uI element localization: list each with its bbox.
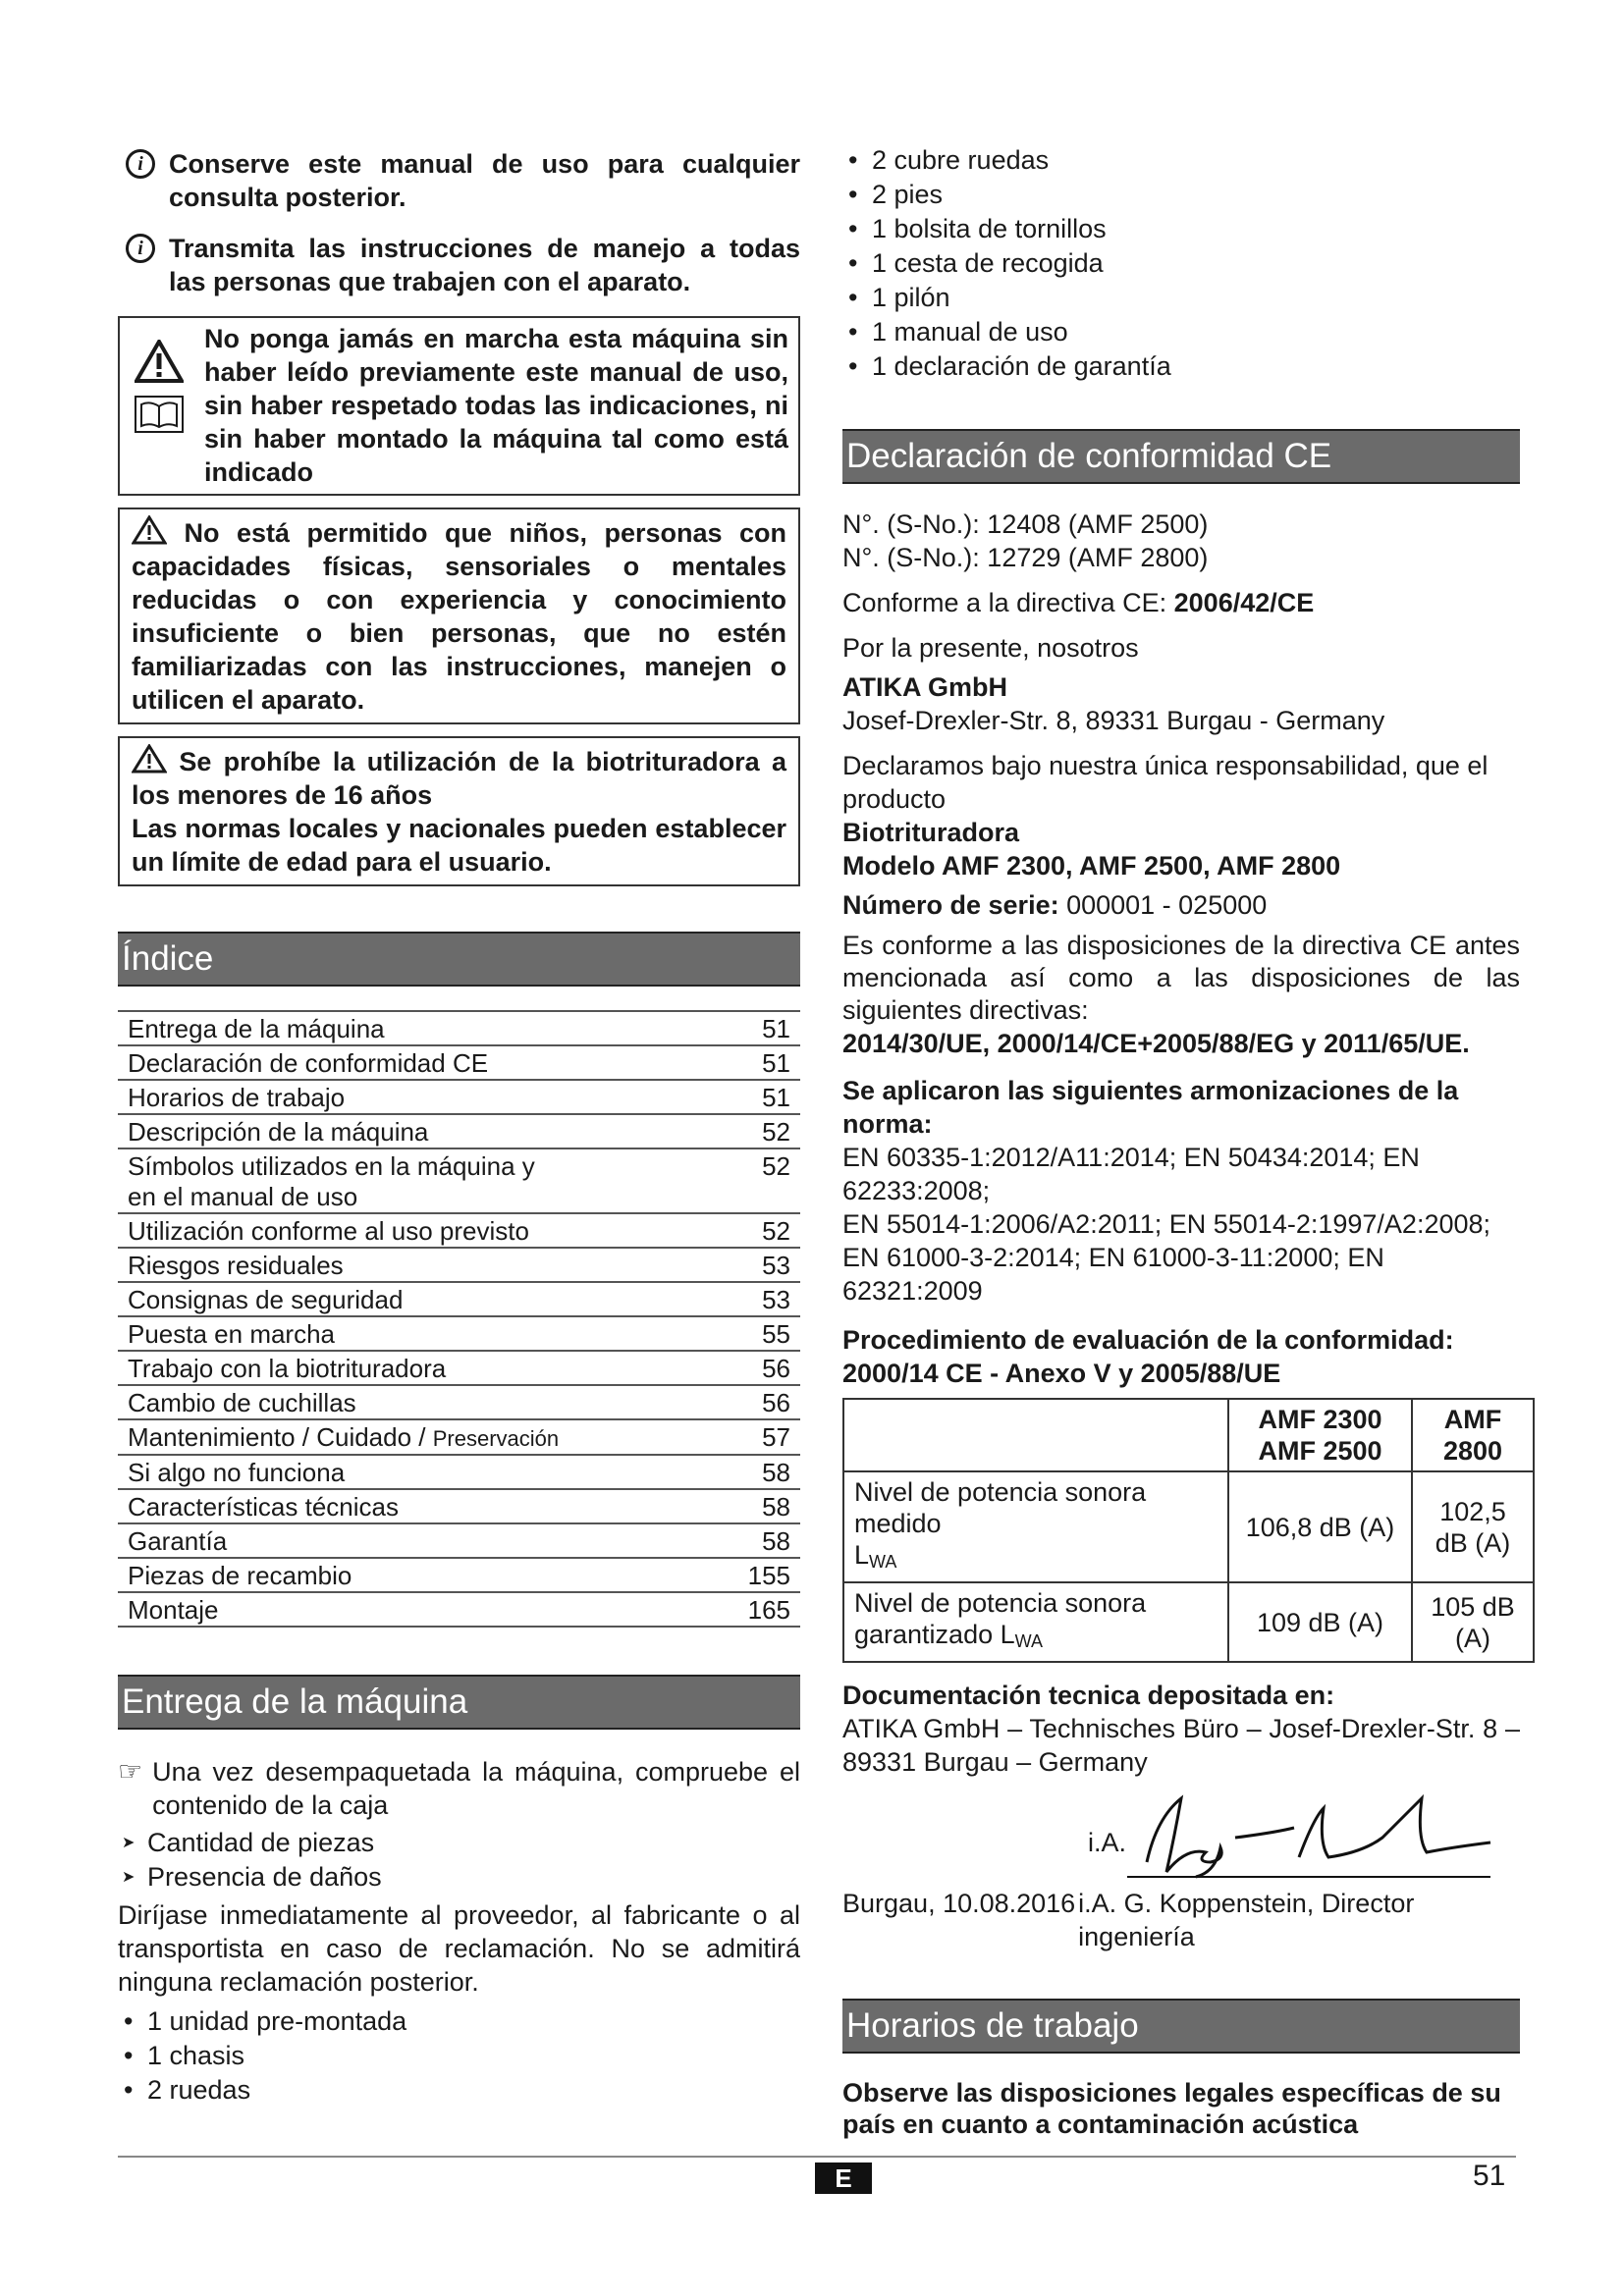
list-item: ➤ Presencia de daños	[118, 1860, 800, 1895]
toc-page: 58	[722, 1489, 800, 1523]
list-item: • 2 pies	[842, 178, 1520, 212]
toc-label-text: Puesta en marcha	[128, 1319, 336, 1349]
delivery-intro	[118, 1755, 800, 1822]
toc-label-text: Características técnicas	[128, 1492, 399, 1522]
sound-power-table	[842, 1398, 1535, 1663]
right-column	[842, 143, 1520, 2140]
directives-list: 2014/30/UE, 2000/14/CE+2005/88/EG y 2011/65/UE.	[842, 1029, 1470, 1058]
product-model: Modelo AMF 2300, AMF 2500, AMF 2800	[842, 851, 1341, 881]
toc-label	[118, 1385, 722, 1419]
toc-row	[118, 1419, 800, 1455]
doc-title: Documentación tecnica depositada en:	[842, 1681, 1335, 1710]
toc-label-text: Descripción de la máquina	[128, 1117, 429, 1147]
table-cell: 102,5 dB (A)	[1412, 1471, 1534, 1582]
toc-label	[118, 1282, 722, 1316]
toc-label	[118, 1489, 722, 1523]
toc-label	[118, 1248, 722, 1282]
toc-label	[118, 1419, 722, 1455]
toc-label	[118, 1011, 722, 1045]
table-cell: 105 dB (A)	[1412, 1582, 1534, 1662]
toc-row	[118, 1114, 800, 1148]
toc-page: 52	[722, 1148, 800, 1213]
toc-row	[118, 1592, 800, 1627]
toc-row	[118, 1011, 800, 1045]
table-row	[843, 1582, 1534, 1662]
toc-page: 55	[722, 1316, 800, 1351]
footer-rule	[118, 2156, 1516, 2158]
norms-line: EN 55014-1:2006/A2:2011; EN 55014-2:1997/A2:2008;	[842, 1209, 1491, 1239]
warning-box-children	[118, 507, 800, 724]
header-amf2300: AMF 2300	[1258, 1405, 1382, 1434]
toc-page: 52	[722, 1114, 800, 1148]
toc-label	[118, 1114, 722, 1148]
directive-line	[842, 586, 1520, 619]
toc-label	[118, 1080, 722, 1114]
toc-label-text: Montaje	[128, 1595, 219, 1625]
toc-label-text: Si algo no funciona	[128, 1458, 346, 1487]
row-label-2: garantizado L	[854, 1620, 1015, 1649]
company-address: Josef-Drexler-Str. 8, 89331 Burgau - Germany	[842, 706, 1385, 735]
section-header-conformity: Declaración de conformidad CE	[842, 429, 1520, 484]
toc-row	[118, 1282, 800, 1316]
procedure-title: Procedimiento de evaluación de la conformidad:	[842, 1325, 1454, 1355]
delivery-paragraph: Diríjase inmediatamente al proveedor, al fabricante o al transportista en caso de reclamación. No se admitirá ninguna reclamación posterior.	[118, 1900, 800, 1997]
toc-label-text: Declaración de conformidad CE	[128, 1048, 489, 1078]
list-item: • 2 ruedas	[118, 2073, 800, 2108]
ia-label: i.A.	[1088, 1828, 1127, 1857]
declare-text: Declaramos bajo nuestra única responsabilidad, que el producto	[842, 751, 1489, 814]
toc-page: 51	[722, 1080, 800, 1114]
table-row	[843, 1399, 1534, 1471]
toc-label	[118, 1455, 722, 1489]
table-cell	[843, 1582, 1228, 1662]
signatory: i.A. G. Koppenstein, Director ingeniería	[1078, 1889, 1415, 1951]
manual-book-icon	[134, 395, 185, 434]
toc-page: 52	[722, 1213, 800, 1248]
warning-text-line2: Las normas locales y nacionales pueden establecer un límite de edad para el usuario.	[132, 814, 786, 877]
product-name: Biotrituradora	[842, 818, 1020, 847]
row-label: Nivel de potencia sonora	[854, 1588, 1147, 1618]
info-icon: i	[126, 234, 155, 263]
norms-line: EN 60335-1:2012/A11:2014; EN 50434:2014; EN 62233:2008;	[842, 1143, 1420, 1205]
warning-box-read-manual	[118, 316, 800, 496]
toc-row	[118, 1045, 800, 1080]
list-item: • 1 chasis	[118, 2039, 800, 2073]
delivery-intro-text: Una vez desempaquetada la máquina, compruebe el contenido de la caja	[152, 1757, 800, 1820]
toc-row	[118, 1316, 800, 1351]
toc-label	[118, 1316, 722, 1351]
toc-label-text: Utilización conforme al uso previsto	[128, 1216, 529, 1246]
warning-text-line1: Se prohíbe la utilización de la biotrituradora a los menores de 16 años	[132, 747, 786, 810]
row-symbol-sub: WA	[1014, 1631, 1043, 1651]
warning-triangle-icon	[135, 340, 184, 383]
warning-triangle-icon	[132, 515, 167, 545]
header-amf2500: AMF 2500	[1258, 1436, 1382, 1466]
warning-triangle-icon	[132, 744, 167, 774]
signature-image	[1127, 1779, 1500, 1887]
serial-range-value: 000001 - 025000	[1066, 890, 1268, 920]
toc-label-text: Símbolos utilizados en la máquina y	[128, 1151, 535, 1181]
left-column	[118, 147, 800, 2108]
toc-label-text: Cambio de cuchillas	[128, 1388, 356, 1417]
table-header-amf2800: AMF 2800	[1412, 1399, 1534, 1471]
toc-page: 51	[722, 1045, 800, 1080]
toc-page: 51	[722, 1011, 800, 1045]
toc-label-small: Preservación	[432, 1426, 560, 1451]
list-item: • 1 bolsita de tornillos	[842, 212, 1520, 246]
toc-row	[118, 1523, 800, 1558]
serial-range-label: Número de serie:	[842, 890, 1067, 920]
list-item: • 1 cesta de recogida	[842, 246, 1520, 281]
toc-page: 57	[722, 1419, 800, 1455]
toc-page: 165	[722, 1592, 800, 1627]
toc-label-text: Piezas de recambio	[128, 1561, 352, 1590]
delivery-items-right	[842, 143, 1520, 384]
toc-row	[118, 1248, 800, 1282]
table-cell: 109 dB (A)	[1228, 1582, 1412, 1662]
company-name: ATIKA GmbH	[842, 672, 1007, 702]
toc-label-text: Consignas de seguridad	[128, 1285, 404, 1314]
list-item: • 1 declaración de garantía	[842, 349, 1520, 384]
row-symbol-sub: WA	[869, 1552, 897, 1572]
toc-label	[118, 1523, 722, 1558]
info-note-text: Conserve este manual de uso para cualquier consulta posterior.	[169, 149, 800, 212]
warning-icons	[120, 318, 198, 494]
table-row	[843, 1471, 1534, 1582]
warning-text: No está permitido que niños, personas con capacidades físicas, sensoriales o mentales reducidas o con experiencia y conocimiento insuficiente o bien personas, que no estén familiarizadas con las instrucciones, manejen o utilicen el aparato.	[132, 518, 786, 715]
directive-label: Conforme a la directiva CE:	[842, 588, 1174, 617]
list-item: • 1 unidad pre-montada	[118, 2004, 800, 2039]
list-item: • 1 manual de uso	[842, 315, 1520, 349]
toc-page: 58	[722, 1523, 800, 1558]
list-item: • 2 cubre ruedas	[842, 143, 1520, 178]
toc-row	[118, 1558, 800, 1592]
toc-page: 53	[722, 1282, 800, 1316]
toc-label	[118, 1213, 722, 1248]
toc-page: 56	[722, 1351, 800, 1385]
conforms-text: Es conforme a las disposiciones de la directiva CE antes mencionada así como a las disposiciones de las siguientes directivas:	[842, 931, 1520, 1025]
table-cell: 106,8 dB (A)	[1228, 1471, 1412, 1582]
warning-text: No ponga jamás en marcha esta máquina sin haber leído previamente este manual de uso, sin haber respetado todas las indicaciones, ni sin haber montado la máquina tal como está indicado	[204, 324, 788, 487]
toc-label	[118, 1592, 722, 1627]
serial-no-2: N°. (S-No.): 12729 (AMF 2800)	[842, 543, 1209, 572]
norms-line: EN 61000-3-2:2014; EN 61000-3-11:2000; EN 62321:2009	[842, 1243, 1384, 1306]
toc-label	[118, 1351, 722, 1385]
toc-page: 155	[722, 1558, 800, 1592]
directive-value: 2006/42/CE	[1173, 588, 1315, 617]
section-header-delivery: Entrega de la máquina	[118, 1675, 800, 1730]
toc-row	[118, 1455, 800, 1489]
table-cell	[843, 1471, 1228, 1582]
toc-label-text: Garantía	[128, 1526, 228, 1556]
language-badge: E	[815, 2163, 872, 2194]
toc-label-text-2: en el manual de uso	[128, 1182, 358, 1211]
norms-title: Se aplicaron las siguientes armonizaciones de la norma:	[842, 1076, 1459, 1139]
warning-box-age	[118, 736, 800, 886]
list-item: • 1 pilón	[842, 281, 1520, 315]
list-item: ➤ Cantidad de piezas	[118, 1826, 800, 1860]
delivery-items-left	[118, 2004, 800, 2108]
info-note	[118, 147, 800, 214]
table-header-amf2300-2500	[1228, 1399, 1412, 1471]
table-of-contents	[118, 1010, 800, 1628]
section-header-index: Índice	[118, 932, 800, 987]
toc-label-text: Mantenimiento / Cuidado /	[128, 1422, 433, 1452]
toc-label	[118, 1558, 722, 1592]
signature-area	[842, 1779, 1520, 1887]
toc-row	[118, 1148, 800, 1213]
toc-row	[118, 1213, 800, 1248]
toc-label	[118, 1148, 722, 1213]
delivery-check-list	[118, 1826, 800, 1895]
row-label: Nivel de potencia sonora medido	[854, 1477, 1147, 1538]
page-number: 51	[1473, 2160, 1506, 2192]
toc-label-text: Riesgos residuales	[128, 1251, 344, 1280]
doc-text: ATIKA GmbH – Technisches Büro – Josef-Drexler-Str. 8 – 89331 Burgau – Germany	[842, 1714, 1520, 1777]
pointing-hand-icon: ☞	[118, 1756, 143, 1787]
toc-row	[118, 1351, 800, 1385]
toc-label-text: Trabajo con la biotrituradora	[128, 1354, 447, 1383]
toc-page: 56	[722, 1385, 800, 1419]
serial-range-line	[842, 888, 1520, 922]
info-note-text: Transmita las instrucciones de manejo a todas las personas que trabajen con el aparato.	[169, 234, 800, 296]
procedure-text: 2000/14 CE - Anexo V y 2005/88/UE	[842, 1359, 1281, 1388]
hours-text: Observe las disposiciones legales específicas de su país en cuanto a contaminación acústica	[842, 2078, 1501, 2139]
toc-label-text: Entrega de la máquina	[128, 1014, 385, 1043]
row-symbol: L	[854, 1540, 870, 1570]
table-cell	[843, 1399, 1228, 1471]
toc-label	[118, 1045, 722, 1080]
section-header-hours: Horarios de trabajo	[842, 1999, 1520, 2054]
presente-text: Por la presente, nosotros	[842, 633, 1139, 663]
toc-label-text: Horarios de trabajo	[128, 1083, 346, 1112]
info-icon: i	[126, 149, 155, 179]
toc-page: 53	[722, 1248, 800, 1282]
place-date: Burgau, 10.08.2016	[842, 1889, 1076, 1918]
toc-row	[118, 1080, 800, 1114]
info-note	[118, 232, 800, 298]
serial-no-1: N°. (S-No.): 12408 (AMF 2500)	[842, 509, 1209, 539]
signature-line	[842, 1887, 1520, 1953]
toc-row	[118, 1489, 800, 1523]
toc-row	[118, 1385, 800, 1419]
toc-page: 58	[722, 1455, 800, 1489]
